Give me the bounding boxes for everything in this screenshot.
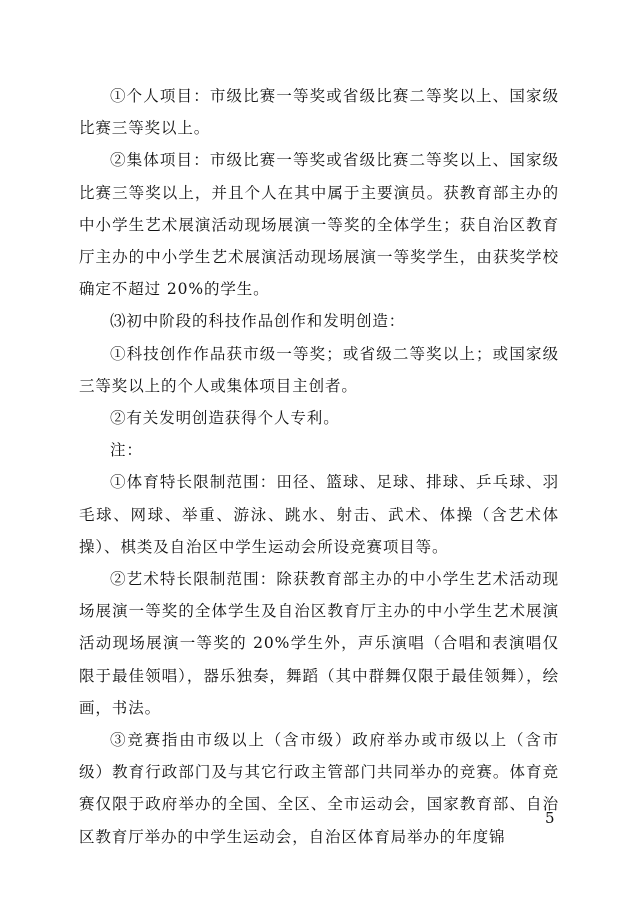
paragraph-junior-science-heading: ⑶初中阶段的科技作品创作和发明创造：: [110, 312, 406, 331]
paragraph-sports-scope: ①体育特长限制范围：田径、篮球、足球、排球、乒乓球、羽毛球、网球、举重、游泳、跳水、射击、武术、体操（含艺术体操）、棋类及自治区中学生运动会所设竞赛项目等。: [79, 473, 559, 556]
document-body: [79, 80, 559, 853]
paragraph-invention-patent: ②有关发明创造获得个人专利。: [110, 409, 340, 428]
paragraph-competition-definition: ③竞赛指由市级以上（含市级）政府举办或市级以上（含市级）教育行政部门及与其它行政主管部门共同举办的竞赛。体育竞赛仅限于政府举办的全国、全区、全市运动会，国家教育部、自治区教育厅举办的中学生运动会，自治区体育局举办的年度锦: [79, 731, 559, 846]
paragraph-individual-project: ①个人项目：市级比赛一等奖或省级比赛二等奖以上、国家级比赛三等奖以上。: [79, 87, 559, 138]
paragraph-group-project: ②集体项目：市级比赛一等奖或省级比赛二等奖以上、国家级比赛三等奖以上，并且个人在其中属于主要演员。获教育部主办的中小学生艺术展演活动现场展演一等奖的全体学生；获自治区教育厅主办的中小学生艺术展演活动现场展演一等奖学生，由获奖学校确定不超过 20%的学生。: [79, 151, 559, 299]
paragraph-arts-scope: ②艺术特长限制范围：除获教育部主办的中小学生艺术活动现场展演一等奖的全体学生及自治区教育厅主办的中小学生艺术展演活动现场展演一等奖的 20%学生外，声乐演唱（合唱和表演唱仅限于最佳领唱），器乐独奏，舞蹈（其中群舞仅限于最佳领舞），绘画，书法。: [79, 570, 559, 717]
paragraph-notes-heading: 注：: [110, 441, 143, 460]
page-number: 5: [545, 809, 555, 827]
paragraph-science-works: ①科技创作作品获市级一等奖；或省级二等奖以上；或国家级三等奖以上的个人或集体项目主创者。: [79, 344, 559, 395]
